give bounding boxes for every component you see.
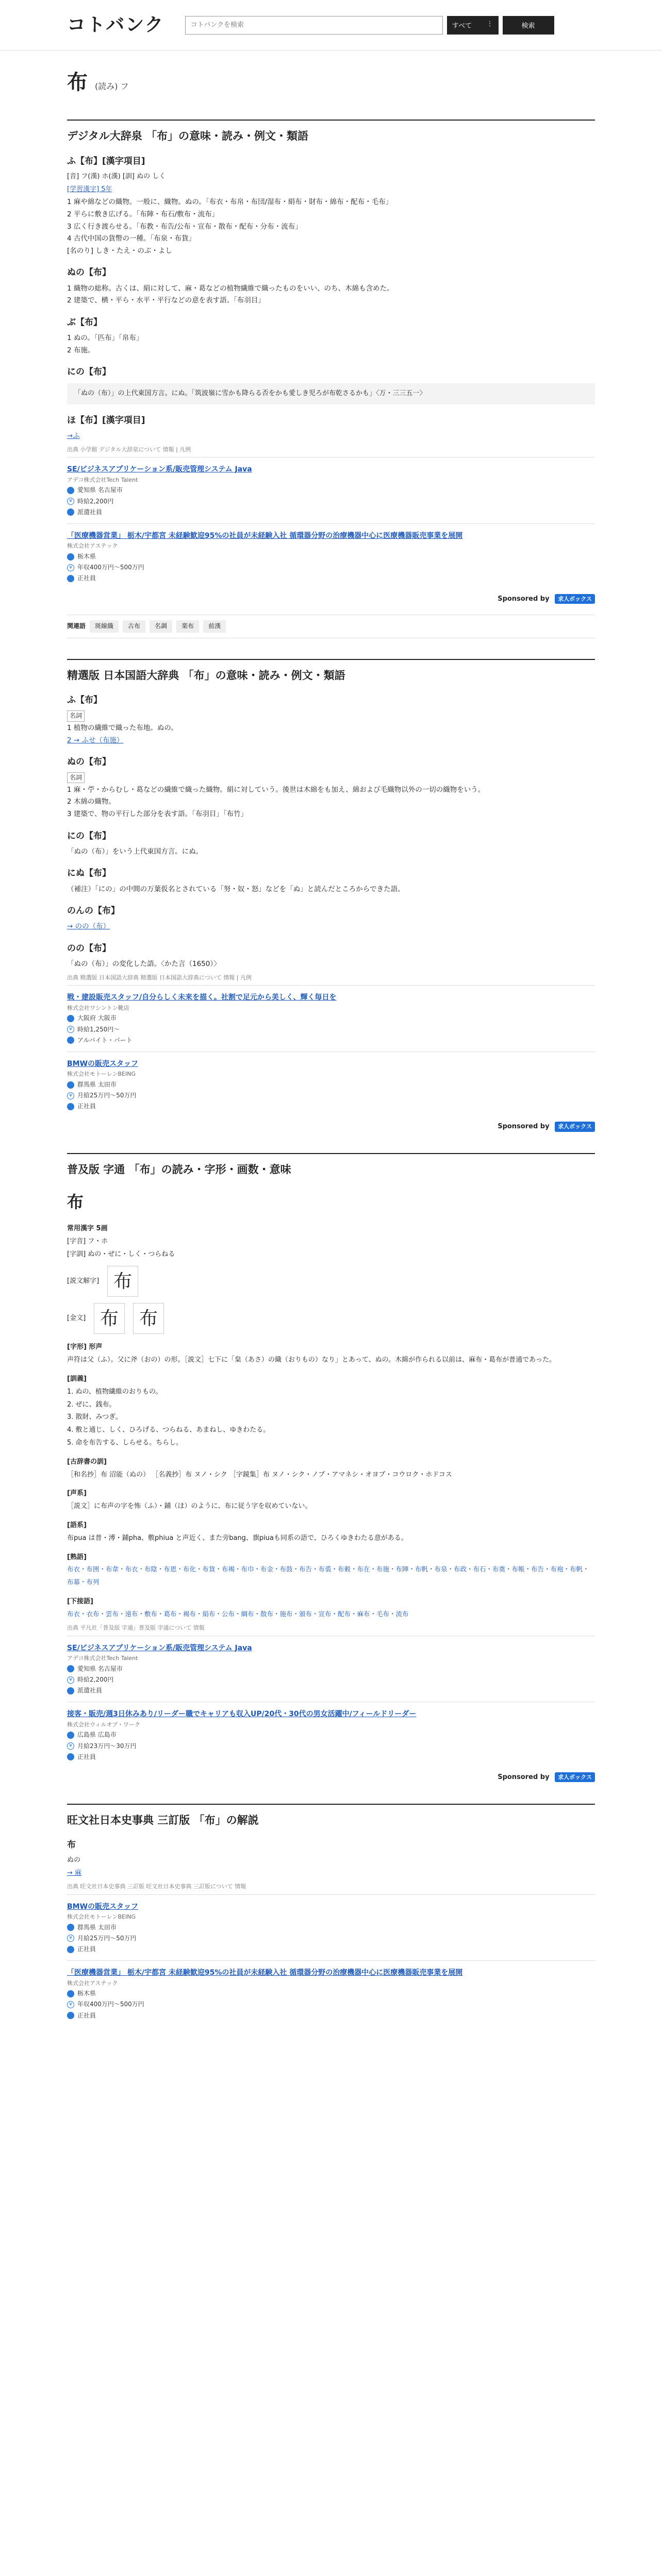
- yen-icon: ¥: [67, 1092, 74, 1099]
- job-pay: 年収400万円〜500万円: [77, 564, 144, 571]
- definition-link[interactable]: → のの（布）: [67, 922, 110, 931]
- definition: 3 建築で、物の平行した部分を表す語。「布羽目」「布竹」: [67, 810, 248, 819]
- yen-icon: ¥: [67, 1026, 74, 1033]
- block-label: [熟語]: [67, 1553, 87, 1561]
- meaning: 4. 敷と通じ、しく、ひろげる、つらねる、あまねし、ゆきわたる。: [67, 1426, 270, 1434]
- seal-script-glyph: 布: [107, 1266, 138, 1297]
- entry-title: のの【布】: [67, 943, 111, 954]
- search-scope-select[interactable]: すべて ⋮: [447, 16, 499, 35]
- job-pay: 年収400万円〜500万円: [77, 2001, 144, 2008]
- search-input[interactable]: [185, 16, 443, 35]
- job-listing[interactable]: [67, 1052, 595, 1118]
- entry-title: ほ【布】[漢字項目]: [67, 415, 145, 426]
- entry-readings: [音] フ(漢) ホ(漢) [訓] ぬの しく: [67, 172, 166, 180]
- section-obunsha: [67, 1804, 595, 2027]
- job-listing[interactable]: [67, 1636, 595, 1702]
- tag[interactable]: 楽布: [176, 620, 199, 632]
- meaning: 1. ぬの、植物繊維のおりもの。: [67, 1387, 162, 1396]
- job-location: 広島県 広島市: [77, 1731, 117, 1739]
- entry-title: 布: [67, 1840, 76, 1851]
- source-note: 出典 精選版 日本国語大辞典 精選版 日本国語大辞典について 情報 | 凡例: [67, 974, 252, 981]
- job-company: 株式会社モトーレンBEING: [67, 1071, 136, 1078]
- definition: 1 ぬの。「匹布」「帛布」: [67, 333, 143, 342]
- paragraph: 布pua は普・溥・鋪pha、敷phiua と声近く、また旁bang、旗piuaも同系の語で、ひろくゆきわたる意がある。: [67, 1534, 408, 1542]
- names: [名のり] しき・たえ・のぶ・よし: [67, 246, 172, 255]
- job-listing[interactable]: [67, 523, 595, 590]
- source-note: 出典 小学館 デジタル大辞泉について 情報 | 凡例: [67, 446, 191, 453]
- entry-title: ふ【布】[漢字項目]: [67, 156, 145, 166]
- location-icon: [67, 1081, 74, 1089]
- paragraph: ［説文］に布声の字を怖（ふ）・鋪（ほ）のように、布に従う字を収めていない。: [67, 1502, 312, 1511]
- job-listing[interactable]: [67, 985, 595, 1052]
- employment-icon: [67, 1687, 74, 1694]
- dict-title: 普及版 字通 「布」の読み・字形・画数・意味: [67, 1153, 595, 1179]
- job-location: 愛知県 名古屋市: [77, 486, 123, 494]
- job-company: 株式会社ウィルオブ・ワーク: [67, 1721, 141, 1728]
- job-location: 群馬県 太田市: [77, 1923, 117, 1931]
- sponsor-brand[interactable]: 求人ボックス: [555, 1122, 595, 1132]
- definition: 「ぬの（布）」をいう上代東国方言。にぬ。: [67, 847, 203, 856]
- kanji-on: [字音] フ・ホ: [67, 1237, 108, 1245]
- entry-title: ぬの【布】: [67, 757, 111, 768]
- yen-icon: ¥: [67, 1676, 74, 1684]
- entry-title: ぬの【布】: [67, 267, 111, 278]
- employment-icon: [67, 509, 74, 516]
- glyph-label: [説文解字]: [67, 1277, 100, 1285]
- job-type: 派遣社員: [77, 508, 103, 516]
- definition: 「ぬの（布）」の変化した語。〈かた言（1650）〉: [67, 960, 221, 969]
- block-label: [訓義]: [67, 1375, 87, 1383]
- job-type: 正社員: [77, 1945, 96, 1953]
- block-label: [声系]: [67, 1489, 87, 1498]
- yen-icon: ¥: [67, 2001, 74, 2008]
- page-title: 布: [67, 71, 88, 94]
- job-pay: 時給2,200円: [77, 497, 114, 505]
- job-title[interactable]: 「医療機器営業」 栃木/宇都宮 未経験歓迎95%の社員が未経験入社 循環器分野の治療機器中心に医療機器販売事業を展開: [67, 532, 463, 540]
- paragraph: 声符は父（ふ）。父に斧（おの）の形。［説文］七下に「枲（あさ）の織（おりもの）なり」とあって、ぬの。木綿が作られる以前は、麻布・葛布が普通であった。: [67, 1356, 556, 1364]
- page-reading: (読み) フ: [95, 81, 129, 91]
- dict-title: 旺文社日本史事典 三訂版 「布」の解説: [67, 1804, 595, 1829]
- job-listing[interactable]: [67, 1960, 595, 2027]
- block-label: [字形] 形声: [67, 1343, 103, 1351]
- entry-reading: ぬの: [67, 1856, 81, 1865]
- job-type: 正社員: [77, 2011, 96, 2019]
- job-title[interactable]: 「医療機器営業」 栃木/宇都宮 未経験歓迎95%の社員が未経験入社 循環器分野の治療機器中心に医療機器販売事業を展開: [67, 1969, 463, 1977]
- employment-icon: [67, 1037, 74, 1044]
- job-pay: 時給2,200円: [77, 1675, 114, 1683]
- suffix-list[interactable]: 布衣・衣布・雲布・遠布・敷布・葛布・褐布・絹布・公布・綱布・散布・施布・頒布・宣布・配布・麻布・毛布・流布: [67, 1610, 409, 1618]
- job-type: 正社員: [77, 574, 96, 582]
- page-heading: [67, 66, 595, 99]
- job-title[interactable]: SE/ビジネスアプリケーション系/販売管理システム Java: [67, 465, 252, 474]
- yen-icon: ¥: [67, 498, 74, 505]
- yen-icon: ¥: [67, 1742, 74, 1750]
- job-company: 株式会社ワシントン靴店: [67, 1004, 129, 1011]
- tag[interactable]: 古布: [123, 620, 145, 632]
- job-title[interactable]: 戦・建設販売スタッフ/自分らしく未来を描く。社割で足元から美しく、輝く毎日を: [67, 993, 337, 1002]
- compound-list[interactable]: 布衣・布囲・布韋・布衣・布陰・布恩・布化・布貨・布褐・布巾・布金・布鼓・布告・布裘・布穀・布在・布施・布陣・布帆・布泉・布政・布石・布奠・布帳・布告・布袍・布帆・布幕・布列: [67, 1565, 589, 1586]
- job-company: アデコ株式会社Tech Talent: [67, 1655, 138, 1662]
- employment-icon: [67, 2012, 74, 2019]
- entry-title: にの【布】: [67, 831, 111, 841]
- job-type: 正社員: [77, 1753, 96, 1760]
- job-location: 群馬県 太田市: [77, 1080, 117, 1088]
- dict-title: 精選版 日本国語大辞典 「布」の意味・読み・例文・類語: [67, 659, 595, 685]
- employment-icon: [67, 575, 74, 582]
- sponsor-line: [67, 594, 595, 605]
- section-seisen: [67, 659, 595, 1133]
- kanji-category: 常用漢字 5画: [67, 1225, 108, 1233]
- source-note: 出典 旺文社日本史事典 三訂版 旺文社日本史事典 三訂版について 情報: [67, 1883, 246, 1890]
- tag[interactable]: 斑線織: [90, 620, 119, 632]
- definition: 3 広く行き渡らせる。「布教・布告/公布・宣布・散布・配布・分布・流布」: [67, 222, 302, 231]
- entry-grade-link[interactable]: [学習漢字] 5年: [67, 185, 112, 193]
- job-type: 正社員: [77, 1103, 96, 1110]
- entry-title: にぬ【布】: [67, 868, 111, 879]
- definition: 2 木綿の織物。: [67, 798, 115, 806]
- location-icon: [67, 1990, 74, 1997]
- location-icon: [67, 1015, 74, 1022]
- job-company: 株式会社アステック: [67, 543, 118, 550]
- sponsor-label: Sponsored by: [498, 595, 550, 603]
- job-pay: 月給23万円〜30万円: [77, 1742, 137, 1750]
- location-icon: [67, 487, 74, 494]
- kanji-headword: 布: [67, 1192, 84, 1212]
- job-company: 株式会社アステック: [67, 1979, 118, 1987]
- sponsor-line: [67, 1772, 595, 1783]
- kanji-kun: [字訓] ぬの・ぜに・しく・つらねる: [67, 1250, 175, 1258]
- job-listing[interactable]: [67, 1702, 595, 1768]
- job-type: アルバイト・パート: [77, 1036, 133, 1044]
- job-title[interactable]: SE/ビジネスアプリケーション系/販売管理システム Java: [67, 1643, 252, 1652]
- job-pay: 月給25万円〜50万円: [77, 1092, 137, 1099]
- meaning: 2. ぜに、銭布。: [67, 1400, 116, 1409]
- related-tags: [67, 615, 595, 638]
- source-note: 出典 平凡社「普及版 字通」普及版 字通について 情報: [67, 1624, 205, 1632]
- entry-title: ふ【布】: [67, 695, 102, 706]
- block-label: [古辞書の訓]: [67, 1458, 107, 1466]
- definition: 1 植物の繊維で織った布地。ぬの。: [67, 723, 178, 732]
- job-listing[interactable]: [67, 457, 595, 523]
- search-area: [185, 16, 554, 35]
- cross-ref-link[interactable]: → 麻: [67, 1869, 82, 1877]
- bronze-script-glyph: 布: [133, 1303, 164, 1334]
- job-pay: 時給1,250円〜: [77, 1025, 120, 1033]
- entry-title: のんの【布】: [67, 906, 120, 917]
- sponsor-label: Sponsored by: [498, 1773, 550, 1781]
- definition-link[interactable]: 2 → ふせ（布施）: [67, 736, 124, 744]
- entry-title: にの【布】: [67, 367, 111, 378]
- sponsor-brand[interactable]: 求人ボックス: [555, 1772, 595, 1783]
- tags-label: 関連語: [67, 622, 86, 630]
- job-location: 栃木県: [77, 1990, 96, 1997]
- tag[interactable]: 名調: [150, 620, 172, 632]
- location-icon: [67, 553, 74, 561]
- sponsor-line: [67, 1122, 595, 1132]
- location-icon: [67, 1732, 74, 1739]
- employment-icon: [67, 1103, 74, 1110]
- employment-icon: [67, 1753, 74, 1760]
- block-label: [下接語]: [67, 1598, 93, 1606]
- section-digital-daijisen: [67, 120, 595, 604]
- job-location: 大阪府 大阪市: [77, 1014, 117, 1022]
- definition: （補注）「にの」の中間の万葉仮名とされている「努・奴・怒」などを「ぬ」と読んだところからできた語。: [67, 885, 405, 893]
- entry-title: ぶ【布】: [67, 317, 102, 328]
- section-jitsu: [67, 1153, 595, 1783]
- job-listing[interactable]: [67, 1894, 595, 1961]
- location-icon: [67, 1665, 74, 1672]
- meaning: 3. 散財、みつぎ。: [67, 1413, 122, 1421]
- definition: 1 織物の総称。古くは、絹に対して、麻・葛などの植物繊維で織ったものをいい、のち、木綿も含めた。: [67, 284, 394, 293]
- job-location: 栃木県: [77, 552, 96, 560]
- job-company: 株式会社モトーレンBEING: [67, 1913, 136, 1921]
- pos-label: 名詞: [67, 772, 85, 783]
- job-title[interactable]: BMWの販売スタッフ: [67, 1059, 139, 1068]
- definition: 2 建築で、横・平ら・水平・平行などの意を表す語。「布羽目」: [67, 296, 265, 305]
- yen-icon: ¥: [67, 564, 74, 571]
- job-type: 派遣社員: [77, 1687, 103, 1694]
- site-logo[interactable]: コトバンク: [67, 14, 164, 36]
- definition: 4 古代中国の貨幣の一種。「布泉・布貨」: [67, 234, 196, 243]
- glyph-row: [67, 1303, 595, 1334]
- sponsor-label: Sponsored by: [498, 1123, 550, 1131]
- quote-block: 「ぬの（布）」の上代東国方言。にぬ。「筑波嶺に雪かも降らる否をかも愛しき児ろが布乾さるかも」〈万・三三五一〉: [67, 383, 595, 404]
- definition: 2 平らに敷き広げる。「布陣・布石/敷布・流布」: [67, 210, 219, 218]
- search-button[interactable]: 検索: [503, 16, 554, 35]
- top-bar: [0, 0, 662, 50]
- employment-icon: [67, 1946, 74, 1953]
- glyph-label: [金文]: [67, 1314, 86, 1323]
- block-label: [語系]: [67, 1521, 87, 1529]
- tag[interactable]: 前漢: [203, 620, 226, 632]
- location-icon: [67, 1924, 74, 1931]
- job-title[interactable]: BMWの販売スタッフ: [67, 1902, 139, 1911]
- paragraph: ［和名抄］布 沼能（ぬの） ［名義抄］布 ヌノ・シク ［字鏡集］布 ヌノ・シク・ノブ・アマネシ・オヨブ・コウロク・ホドコス: [67, 1470, 452, 1479]
- yen-icon: ¥: [67, 1935, 74, 1942]
- job-title[interactable]: 接客・販売/週3日休みあり/リーダー職でキャリアも収入UP/20代・30代の男女活躍中/フィールドリーダー: [67, 1710, 417, 1719]
- definition: 1 麻・苧・からむし・葛などの繊維で織った織物。絹に対していう。後世は木綿をも加え、綿および毛織物以外の一切の織物をいう。: [67, 785, 485, 794]
- pos-label: 名詞: [67, 710, 85, 721]
- definition: 1 麻や綿などの織物。一般に、織物。ぬの。「布衣・布帛・布団/湿布・絹布・財布・綿布・配布・毛布」: [67, 198, 393, 207]
- sponsor-brand[interactable]: 求人ボックス: [555, 594, 595, 604]
- job-pay: 月給25万円〜50万円: [77, 1934, 137, 1942]
- cross-ref-link[interactable]: →ふ: [67, 432, 80, 440]
- meaning: 5. 命を布告する、しらせる。ちらし。: [67, 1439, 183, 1447]
- job-location: 愛知県 名古屋市: [77, 1665, 123, 1672]
- definition: 2 布施。: [67, 346, 95, 354]
- glyph-row: [67, 1266, 595, 1297]
- bronze-script-glyph: 布: [94, 1303, 125, 1334]
- dict-title: デジタル大辞泉 「布」の意味・読み・例文・類語: [67, 120, 595, 145]
- job-company: アデコ株式会社Tech Talent: [67, 476, 138, 483]
- main-content: [67, 50, 595, 2027]
